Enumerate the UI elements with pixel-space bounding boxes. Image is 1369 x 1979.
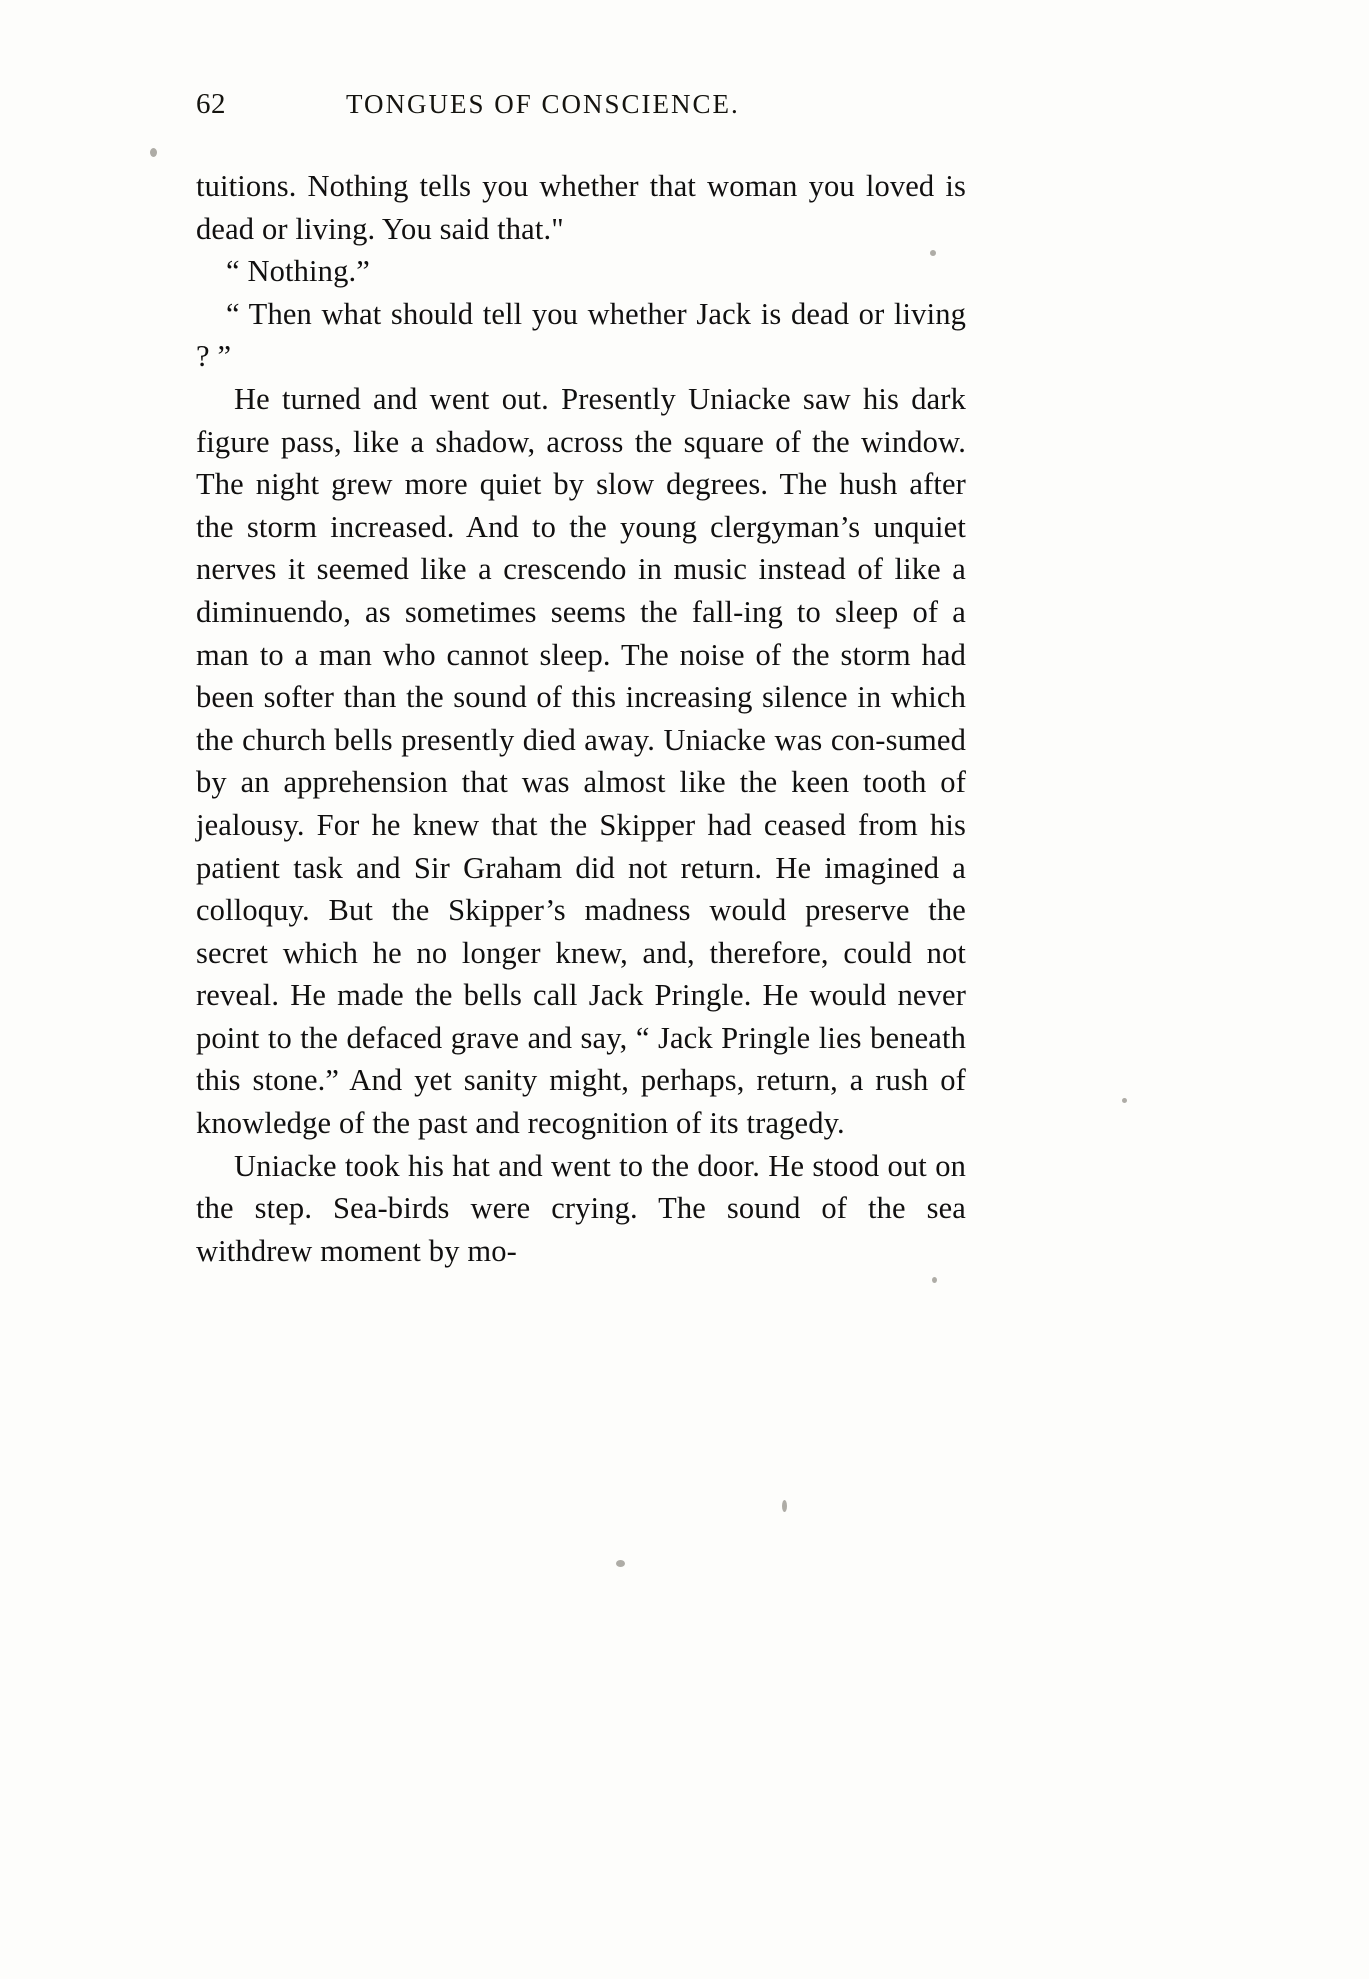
paragraph: “ Nothing.” bbox=[226, 254, 370, 289]
page-number: 62 bbox=[196, 88, 226, 120]
paragraph: “ Then what should tell you whether Jack is dead or living ? ” bbox=[196, 296, 966, 374]
paper-speck bbox=[1122, 1098, 1127, 1103]
page-content bbox=[196, 88, 966, 1272]
paper-speck bbox=[150, 148, 157, 157]
paragraph: He turned and went out. Presently Uniacke saw his dark figure pass, like a shadow, across the square of the window. The night grew more quiet by slow degrees. The hush after the storm increased. And to the young clergyman’s unquiet nerves it seemed like a crescendo in music instead of like a diminuendo, as sometimes seems the fall-ing to sleep of a man to a man who cannot sleep. The noise of the storm had been softer than the sound of this increasing silence in which the church bells presently died away. Uniacke was con-sumed by an apprehension that was almost like the keen tooth of jealousy. For he knew that the Skipper had ceased from his patient task and Sir Graham did not return. He imagined a colloquy. But the Skipper’s madness would preserve the secret which he no longer knew, and, therefore, could not reveal. He made the bells call Jack Pringle. He would never point to the defaced grave and say, “ Jack Pringle lies beneath this stone.” And yet sanity might, perhaps, return, a rush of knowledge of the past and recognition of its tragedy. bbox=[196, 381, 966, 1141]
body-text bbox=[196, 165, 966, 1272]
paper-speck bbox=[616, 1560, 625, 1567]
paper-speck bbox=[932, 1277, 937, 1283]
paper-speck bbox=[782, 1500, 787, 1512]
running-head bbox=[196, 88, 966, 121]
book-title-header: TONGUES OF CONSCIENCE. bbox=[346, 89, 740, 119]
paragraph: tuitions. Nothing tells you whether that woman you loved is dead or living. You said that." bbox=[196, 169, 966, 246]
paragraph: Uniacke took his hat and went to the door. He stood out on the step. Sea-birds were crying. The sound of the sea withdrew moment by mo- bbox=[196, 1148, 966, 1268]
